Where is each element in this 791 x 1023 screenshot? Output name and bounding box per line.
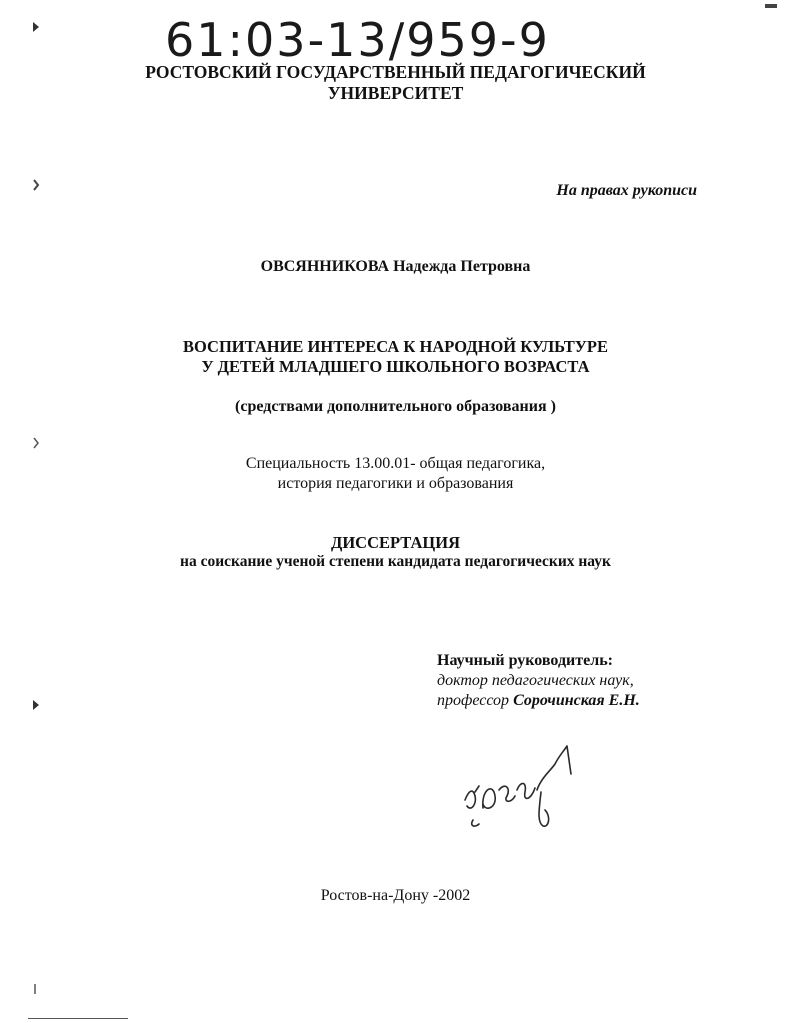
supervisor-label: Научный руководитель: <box>437 652 613 669</box>
supervisor-position-line <box>437 691 640 711</box>
signature-image <box>455 730 595 830</box>
author-surname: ОВСЯННИКОВА <box>260 258 390 275</box>
specialty <box>0 454 791 494</box>
scan-margin-mark <box>32 20 40 32</box>
scan-corner-mark <box>765 4 777 8</box>
author-given-names: Надежда Петровна <box>393 258 531 275</box>
scan-margin-mark <box>32 178 40 190</box>
specialty-line-2: история педагогики и образования <box>277 475 514 492</box>
supervisor-name: Сорочинская Е.Н. <box>513 692 640 709</box>
scan-margin-mark <box>32 436 40 448</box>
supervisor-position: профессор <box>437 692 510 709</box>
supervisor-block <box>437 651 640 711</box>
dissertation-heading: ДИССЕРТАЦИЯ <box>331 533 460 552</box>
title-line-2: У ДЕТЕЙ МЛАДШЕГО ШКОЛЬНОГО ВОЗРАСТА <box>201 357 590 376</box>
university-line-1: РОСТОВСКИЙ ГОСУДАРСТВЕННЫЙ ПЕДАГОГИЧЕСКИЙ <box>145 62 646 82</box>
city-year: Ростов-на-Дону -2002 <box>320 887 471 904</box>
archive-code-text: 61:03-13/959-9 <box>165 13 550 67</box>
scan-bottom-line <box>28 1018 128 1019</box>
supervisor-degree: доктор педагогических наук, <box>437 672 634 689</box>
dissertation-title <box>0 337 791 377</box>
author-name <box>0 258 791 276</box>
dissertation-subtitle: (средствами дополнительного образования ) <box>235 398 556 415</box>
university-line-2: УНИВЕРСИТЕТ <box>327 83 464 103</box>
specialty-line-1: Специальность 13.00.01- общая педагогика, <box>245 455 546 472</box>
scan-margin-mark <box>32 698 40 710</box>
title-line-1: ВОСПИТАНИЕ ИНТЕРЕСА К НАРОДНОЙ КУЛЬТУРЕ <box>183 337 608 356</box>
university-name <box>0 62 791 104</box>
scan-margin-mark <box>32 982 40 994</box>
archive-code-handwritten <box>165 6 665 68</box>
degree-line: на соискание ученой степени кандидата педагогических наук <box>180 553 611 570</box>
manuscript-rights: На правах рукописи <box>556 182 697 199</box>
